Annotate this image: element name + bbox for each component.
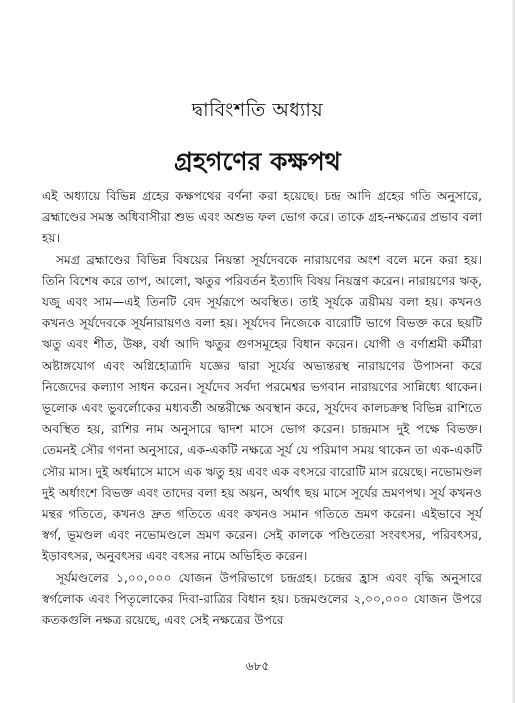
paragraph-moon: সূর্যমণ্ডলের ১,০০,০০০ যোজন উপরিভাগে চন্দ্রগ্রহ। চন্দ্রের হ্রাস এবং বৃদ্ধি অনুসারে স্বর্গলোক এবং পিতৃলোকের দিবা-রাত্রির বিধান হয়। চন্দ্রমণ্ডলের ২,০০,০০০ যোজন উপরে কতকগুলি নক্ষত্র রয়েছে, এবং সেই নক্ষত্রের উপরে (42, 570, 482, 628)
paragraph-sun: সমগ্র ব্রহ্মাণ্ডের বিভিন্ন বিষয়ের নিয়ন্তা সূর্যদেবকে নারায়ণের অংশ বলে মনে করা হয়। তিনি বিশেষ করে তাপ, আলো, ঋতুর পরিবর্তন ইত্যাদি বিষয় নিয়ন্ত্রণ করেন। নারায়ণের ঋক্‌, যজু এবং সাম—এই তিনটি বেদ সূর্যরূপে অবস্থিত। তাই সূর্যকে ত্রয়ীময় বলা হয়। কখনও কখনও সূর্যদেবকে সূর্যনারায়ণও বলা হয়। সূর্যদেব নিজেকে বারোটি ভাগে বিভক্ত করে ছয়টি ঋতু এবং শীত, উষ্ণ, বর্ষা আদি ঋতুর গুণসমূহের বিধান করেন। যোগী ও বর্ণাশ্রমী কর্মীরা অষ্টাঙ্গযোগ এবং অগ্নিহোত্রাদি যজ্ঞের দ্বারা সূর্যের অভ্যন্তরস্থ নারায়ণের উপাসনা করে নিজেদের কল্যাণ সাধন করেন। সূর্যদেব সর্বদা পরমেশ্বর ভগবান নারায়ণের সান্নিধ্যে থাকেন। ভূলোক এবং ভুবর্লোকের মধ্যবর্তী অন্তরীক্ষে অবস্থান করে, সূর্যদেব কালচক্রস্থ বিভিন্ন রাশিতে অবস্থিত হয়, রাশির নাম অনুসারে দ্বাদশ মাসে ভোগ করেন। চান্দ্রমাস দুই পক্ষে বিভক্ত। তেমনই সৌর গণনা অনুসারে, এক-একটি নক্ষত্রে সূর্য যে পরিমাণ সময় থাকেন তা এক-একটি সৌর মাস। দুই অর্ধমাসে মাসে এক ঋতু হয় এবং এক বৎসরে বারোটি মাস রয়েছে। নভোমণ্ডল দুই অর্ধাংশে বিভক্ত এবং তাদের বলা হয় অয়ন, অর্থাৎ ছয় মাসে সূর্যের ভ্রমণপথ। সূর্য কখনও মন্থর গতিতে, কখনও দ্রুত গতিতে এবং কখনও সমান গতিতে ভ্রমণ করেন। এইভাবে সূর্য স্বর্গ, ভূমণ্ডল এবং নভোমণ্ডলে ভ্রমণ করেন। সেই কালকে পণ্ডিতেরা সংবৎসর, পরিবৎসর, ইড়াবৎসর, অনুবৎসর এবং বৎসর নামে অভিহিত করেন। (42, 252, 482, 564)
chapter-title: গ্রহগণের কক্ষপথ (174, 147, 341, 176)
body-text (42, 186, 482, 631)
chapter-number-heading: দ্বাবিংশতি অধ্যায় (191, 99, 324, 121)
paragraph-intro: এই অধ্যায়ে বিভিন্ন গ্রহের কক্ষপথের বর্ণনা করা হয়েছে। চন্দ্র আদি গ্রহের গতি অনুসারে, ব্রহ্মাণ্ডের সমস্ত অধিবাসীরা শুভ এবং অশুভ ফল ভোগ করে। তাকে গ্রহ-নক্ষত্রের প্রভাব বলা হয়। (42, 189, 482, 246)
page-number: ৬৮৫ (245, 659, 270, 673)
